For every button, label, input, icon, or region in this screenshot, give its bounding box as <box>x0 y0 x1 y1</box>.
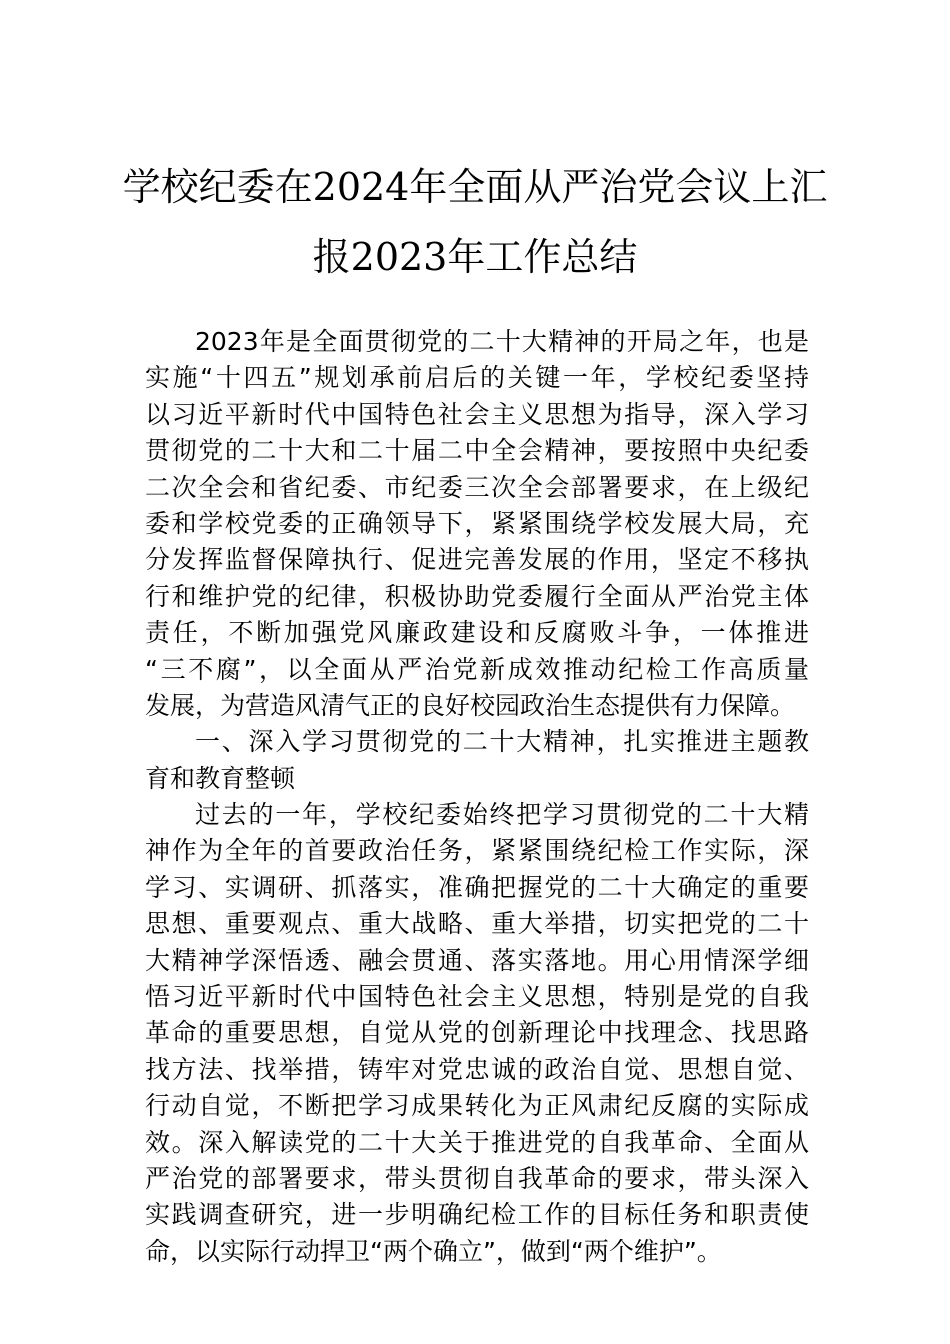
paragraph-line: 学习、实调研、抓落实，准确把握党的二十大确定的重要 <box>145 872 809 902</box>
paragraph-line: 思想、重要观点、重大战略、重大举措，切实把党的二十 <box>145 909 809 939</box>
paragraph-line: 分发挥监督保障执行、促进完善发展的作用，坚定不移执 <box>145 545 809 575</box>
paragraph-line: 2023年是全面贯彻党的二十大精神的开局之年，也是 <box>195 327 809 356</box>
paragraph-line: 严治党的部署要求，带头贯彻自我革命的要求，带头深入 <box>145 1163 809 1193</box>
paragraph-line: 找方法、找举措，铸牢对党忠诚的政治自觉、思想自觉、 <box>145 1054 809 1084</box>
section-heading-1 <box>145 724 809 797</box>
paragraph-line: 二次全会和省纪委、市纪委三次全会部署要求，在上级纪 <box>145 472 809 502</box>
intro-paragraph <box>145 324 809 724</box>
heading-line: 一、深入学习贯彻党的二十大精神，扎实推进主题教 <box>195 727 809 757</box>
document-body <box>145 324 809 1270</box>
document-title-line-2: 报2023年工作总结 <box>312 235 638 279</box>
document-title-line-1: 学校纪委在2024年全面从严治党会议上汇 <box>122 165 828 209</box>
paragraph-line: 以习近平新时代中国特色社会主义思想为指导，深入学习 <box>145 399 809 429</box>
paragraph-line: 发展，为营造风清气正的良好校园政治生态提供有力保障。 <box>145 690 796 720</box>
paragraph-line: 责任，不断加强党风廉政建设和反腐败斗争，一体推进 <box>145 618 809 648</box>
paragraph-line: “三不腐”，以全面从严治党新成效推动纪检工作高质量 <box>145 654 809 684</box>
paragraph-line: 实施“十四五”规划承前启后的关键一年，学校纪委坚持 <box>145 363 809 393</box>
section-1-paragraph <box>145 797 809 1270</box>
paragraph-line: 神作为全年的首要政治任务，紧紧围绕纪检工作实际，深 <box>145 836 809 866</box>
paragraph-line: 悟习近平新时代中国特色社会主义思想，特别是党的自我 <box>145 982 809 1012</box>
paragraph-line: 大精神学深悟透、融会贯通、落实落地。用心用情深学细 <box>145 945 809 975</box>
paragraph-line: 实践调查研究，进一步明确纪检工作的目标任务和职责使 <box>145 1200 809 1230</box>
paragraph-line: 行和维护党的纪律，积极协助党委履行全面从严治党主体 <box>145 581 809 611</box>
paragraph-line: 命，以实际行动捍卫“两个确立”，做到“两个维护”。 <box>145 1236 722 1266</box>
paragraph-line: 效。深入解读党的二十大关于推进党的自我革命、全面从 <box>145 1127 809 1157</box>
paragraph-line: 过去的一年，学校纪委始终把学习贯彻党的二十大精 <box>195 800 809 830</box>
paragraph-line: 革命的重要思想，自觉从党的创新理论中找理念、找思路 <box>145 1018 809 1048</box>
heading-line: 育和教育整顿 <box>145 763 296 793</box>
paragraph-line: 行动自觉，不断把学习成果转化为正风肃纪反腐的实际成 <box>145 1091 809 1121</box>
paragraph-line: 贯彻党的二十大和二十届二中全会精神，要按照中央纪委 <box>145 436 809 466</box>
paragraph-line: 委和学校党委的正确领导下，紧紧围绕学校发展大局，充 <box>145 508 809 538</box>
